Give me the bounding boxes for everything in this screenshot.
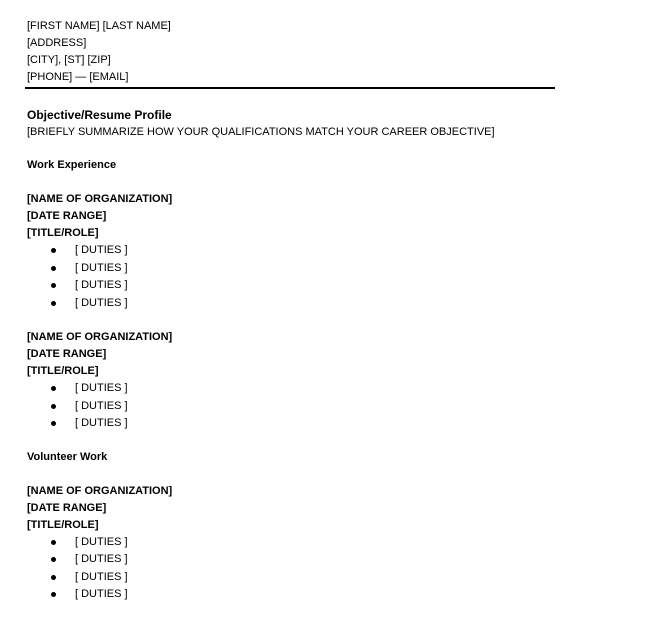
work-experience-heading: Work Experience [27, 159, 117, 171]
full-name: [FIRST NAME] [LAST NAME] [27, 20, 171, 32]
duty-text: [ DUTIES ] [75, 570, 128, 583]
bullet-icon [51, 283, 56, 288]
bullet-icon [51, 421, 56, 426]
bullet-icon [51, 386, 56, 391]
work-entry [27, 329, 557, 433]
work-entry [27, 191, 557, 312]
objective-heading: Objective/Resume Profile [27, 108, 172, 122]
duty-text: [ DUTIES ] [75, 417, 128, 429]
city-state-zip-line: [CITY], [ST] [ZIP] [27, 54, 111, 66]
duty-item [27, 295, 557, 313]
duty-item [27, 415, 557, 433]
job-title: [TITLE/ROLE] [27, 227, 99, 239]
duty-item [27, 242, 557, 260]
duty-item [27, 569, 557, 587]
duty-text: [ DUTIES ] [75, 244, 128, 256]
phone-email-line: [PHONE] — [EMAIL] [27, 71, 129, 83]
duty-item [27, 380, 557, 398]
bullet-icon [51, 266, 56, 271]
duty-text: [ DUTIES ] [75, 382, 128, 394]
bullet-icon [51, 557, 56, 562]
duty-text: [ DUTIES ] [75, 279, 128, 291]
duty-item [27, 398, 557, 416]
volunteer-entry [27, 483, 557, 604]
address-line: [ADDRESS] [27, 37, 87, 49]
bullet-icon [51, 248, 56, 253]
duty-text: [ DUTIES ] [75, 261, 128, 274]
bullet-icon [51, 301, 56, 306]
duties-list [27, 380, 557, 433]
job-title: [TITLE/ROLE] [27, 518, 99, 531]
date-range: [DATE RANGE] [27, 210, 107, 222]
bullet-icon [51, 404, 56, 409]
duty-item [27, 260, 557, 278]
duties-list [27, 534, 557, 604]
organization-name: [NAME OF ORGANIZATION] [27, 484, 173, 497]
contact-header [27, 0, 557, 86]
duty-item [27, 277, 557, 295]
resume-document [27, 0, 557, 604]
header-divider [25, 87, 555, 89]
date-range: [DATE RANGE] [27, 501, 107, 514]
duty-text: [ DUTIES ] [75, 296, 128, 309]
duty-item [27, 586, 557, 604]
date-range: [DATE RANGE] [27, 348, 107, 360]
organization-name: [NAME OF ORGANIZATION] [27, 331, 173, 343]
objective-text: [BRIEFLY SUMMARIZE HOW YOUR QUALIFICATIONS MATCH YOUR CAREER OBJECTIVE] [27, 126, 495, 138]
duty-item [27, 551, 557, 569]
duty-text: [ DUTIES ] [75, 535, 128, 548]
bullet-icon [51, 592, 56, 597]
duty-text: [ DUTIES ] [75, 588, 128, 600]
duties-list [27, 242, 557, 312]
job-title: [TITLE/ROLE] [27, 365, 99, 377]
duty-text: [ DUTIES ] [75, 553, 128, 565]
bullet-icon [51, 575, 56, 580]
duty-item [27, 534, 557, 552]
organization-name: [NAME OF ORGANIZATION] [27, 193, 173, 205]
duty-text: [ DUTIES ] [75, 399, 128, 412]
volunteer-work-heading: Volunteer Work [27, 450, 108, 463]
bullet-icon [51, 540, 56, 545]
